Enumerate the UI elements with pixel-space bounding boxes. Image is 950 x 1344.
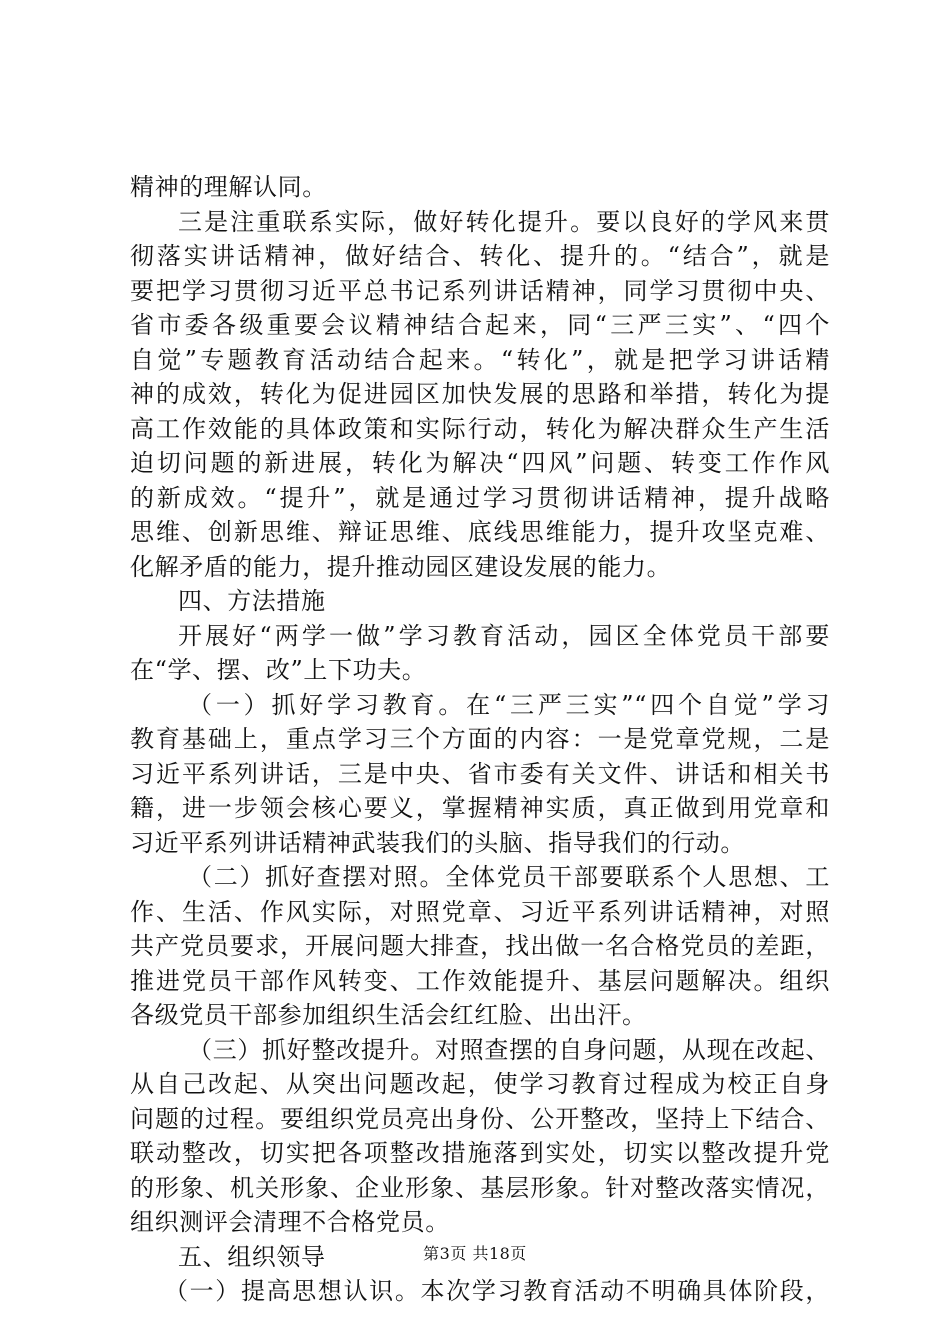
paragraph-line: 的形象、机关形象、企业形象、基层形象。针对整改落实情况，	[130, 1173, 830, 1202]
paragraph-line: 彻落实讲话精神，做好结合、转化、提升的。“结合”，就是	[130, 242, 830, 270]
paragraph-line: 问题的过程。要组织党员亮出身份、公开整改，坚持上下结合、	[130, 1104, 830, 1133]
paragraph-line: 教育基础上，重点学习三个方面的内容：一是党章党规，二是	[130, 725, 830, 753]
paragraph-line: 习近平系列讲话精神武装我们的头脑、指导我们的行动。	[130, 828, 745, 857]
paragraph-line: 开展好“两学一做”学习教育活动，园区全体党员干部要	[178, 621, 830, 650]
section-heading: 四、方法措施	[178, 587, 326, 615]
paragraph-line: 的新成效。“提升”，就是通过学习贯彻讲话精神，提升战略	[130, 483, 830, 512]
paragraph-line: 化解矛盾的能力，提升推动园区建设发展的能力。	[130, 552, 672, 581]
page-number-footer: 第3页 共18页	[423, 1244, 527, 1263]
paragraph-line: 籍，进一步领会核心要义，掌握精神实质，真正做到用党章和	[130, 794, 830, 822]
paragraph-line: 迫切问题的新进展，转化为解决“四风”问题、转变工作作风	[130, 449, 830, 477]
paragraph-line: 在“学、摆、改”上下功夫。	[130, 656, 427, 684]
paragraph-line: 推进党员干部作风转变、工作效能提升、基层问题解决。组织	[130, 966, 830, 995]
paragraph-line: 习近平系列讲话，三是中央、省市委有关文件、讲话和相关书	[130, 759, 830, 788]
paragraph-line: 高工作效能的具体政策和实际行动，转化为解决群众生产生活	[130, 414, 830, 443]
paragraph-line: 各级党员干部参加组织生活会红红脸、出出汗。	[130, 1001, 647, 1029]
paragraph-line: 精神的理解认同。	[130, 173, 327, 201]
paragraph-line: 思维、创新思维、辩证思维、底线思维能力，提升攻坚克难、	[130, 518, 830, 546]
paragraph-line: 要把学习贯彻习近平总书记系列讲话精神，同学习贯彻中央、	[130, 276, 830, 305]
subsection-heading-line: （一）抓好学习教育。在“三严三实”“四个自觉”学习	[188, 690, 830, 719]
document-body	[130, 170, 830, 1309]
paragraph-line: 自觉”专题教育活动结合起来。“转化”，就是把学习讲话精	[130, 345, 830, 374]
section-heading: 五、组织领导	[178, 1242, 326, 1271]
paragraph-line: 共产党员要求，开展问题大排查，找出做一名合格党员的差距，	[130, 932, 830, 960]
paragraph-line: 从自己改起、从突出问题改起，使学习教育过程成为校正自身	[130, 1070, 830, 1098]
subsection-heading-line: （一）提高思想认识。本次学习教育活动不明确具体阶段，	[164, 1277, 830, 1305]
paragraph-line: 省市委各级重要会议精神结合起来，同“三严三实”、“四个	[130, 311, 830, 339]
paragraph-line: 神的成效，转化为促进园区加快发展的思路和举措，转化为提	[130, 380, 830, 408]
paragraph-line: 作、生活、作风实际，对照党章、习近平系列讲话精神，对照	[130, 897, 830, 926]
paragraph-line: 三是注重联系实际，做好转化提升。要以良好的学风来贯	[178, 207, 830, 236]
subsection-heading-line: （二）抓好查摆对照。全体党员干部要联系个人思想、工	[188, 863, 830, 891]
paragraph-line: 联动整改，切实把各项整改措施落到实处，切实以整改提升党	[130, 1139, 830, 1167]
subsection-heading-line: （三）抓好整改提升。对照查摆的自身问题，从现在改起、	[188, 1035, 830, 1064]
paragraph-line: 组织测评会清理不合格党员。	[130, 1208, 450, 1236]
